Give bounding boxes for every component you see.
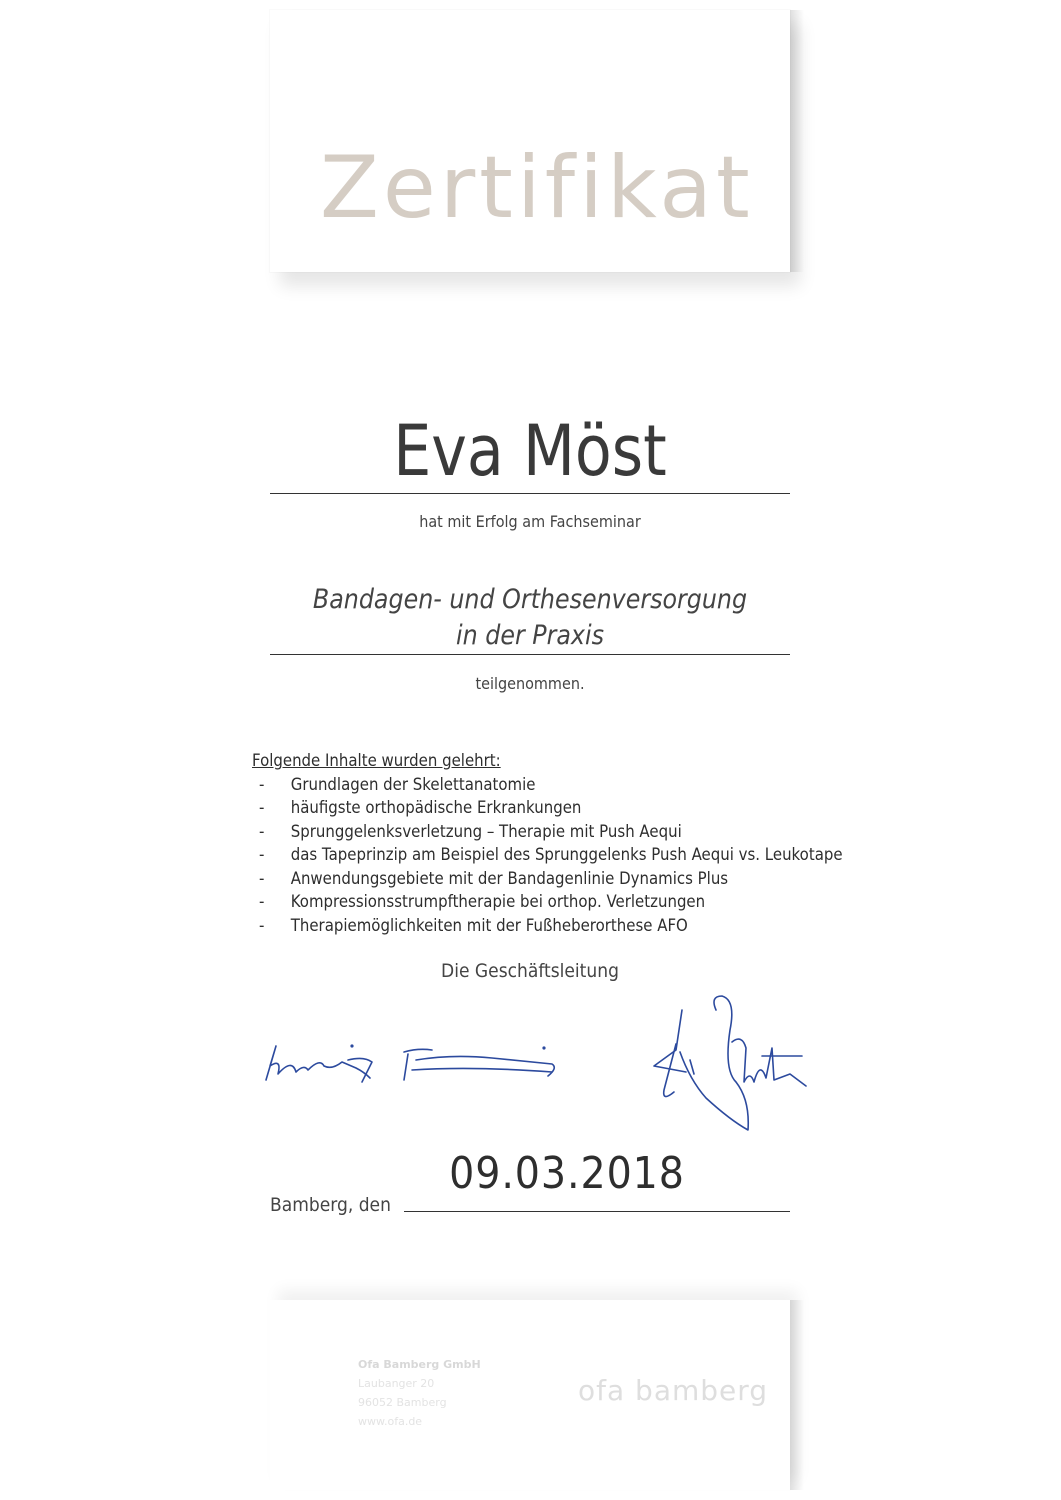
seminar-underline — [270, 654, 790, 655]
issue-date: 09.03.2018 — [449, 1148, 685, 1199]
footer-logo: ofa bamberg — [578, 1374, 769, 1407]
seminar-title-line-1: Bandagen- und Orthesenversorgung — [312, 584, 748, 615]
footer-company: Ofa Bamberg GmbH — [358, 1358, 481, 1371]
issue-place: Bamberg, den — [270, 1194, 391, 1216]
certificate-title: Zertifikat — [320, 138, 754, 238]
management-label: Die Geschäftsleitung — [441, 960, 619, 982]
list-item: - Kompressionsstrumpftherapie bei orthop. Verletzungen — [252, 891, 798, 915]
intro-text: hat mit Erfolg am Fachseminar — [419, 512, 641, 531]
footer-street: Laubanger 20 — [358, 1377, 435, 1390]
topics-list — [252, 774, 843, 939]
list-item: - das Tapeprinzip am Beispiel des Sprunggelenks Push Aequi vs. Leukotape — [252, 844, 798, 868]
list-item: - Therapiemöglichkeiten mit der Fußheberorthese AFO — [252, 915, 798, 939]
topics-section — [252, 750, 843, 938]
footer-address — [358, 1355, 481, 1431]
seminar-title-line-2: in der Praxis — [456, 620, 604, 651]
name-underline — [270, 493, 790, 494]
list-item: - Sprunggelenksverletzung – Therapie mit Push Aequi — [252, 821, 798, 845]
footer-city: 96052 Bamberg — [358, 1396, 447, 1409]
seminar-title — [301, 582, 759, 654]
footer-web: www.ofa.de — [358, 1415, 423, 1428]
list-item: - Grundlagen der Skelettanatomie — [252, 774, 798, 798]
signature-right — [650, 990, 810, 1135]
outro-text: teilgenommen. — [475, 674, 585, 693]
list-item: - häufigste orthopädische Erkrankungen — [252, 797, 798, 821]
topics-heading: Folgende Inhalte wurden gelehrt: — [252, 751, 501, 771]
date-underline — [404, 1211, 790, 1212]
recipient-name: Eva Möst — [393, 410, 667, 492]
list-item: - Anwendungsgebiete mit der Bandagenlinie Dynamics Plus — [252, 868, 798, 892]
signature-left — [252, 1036, 562, 1096]
